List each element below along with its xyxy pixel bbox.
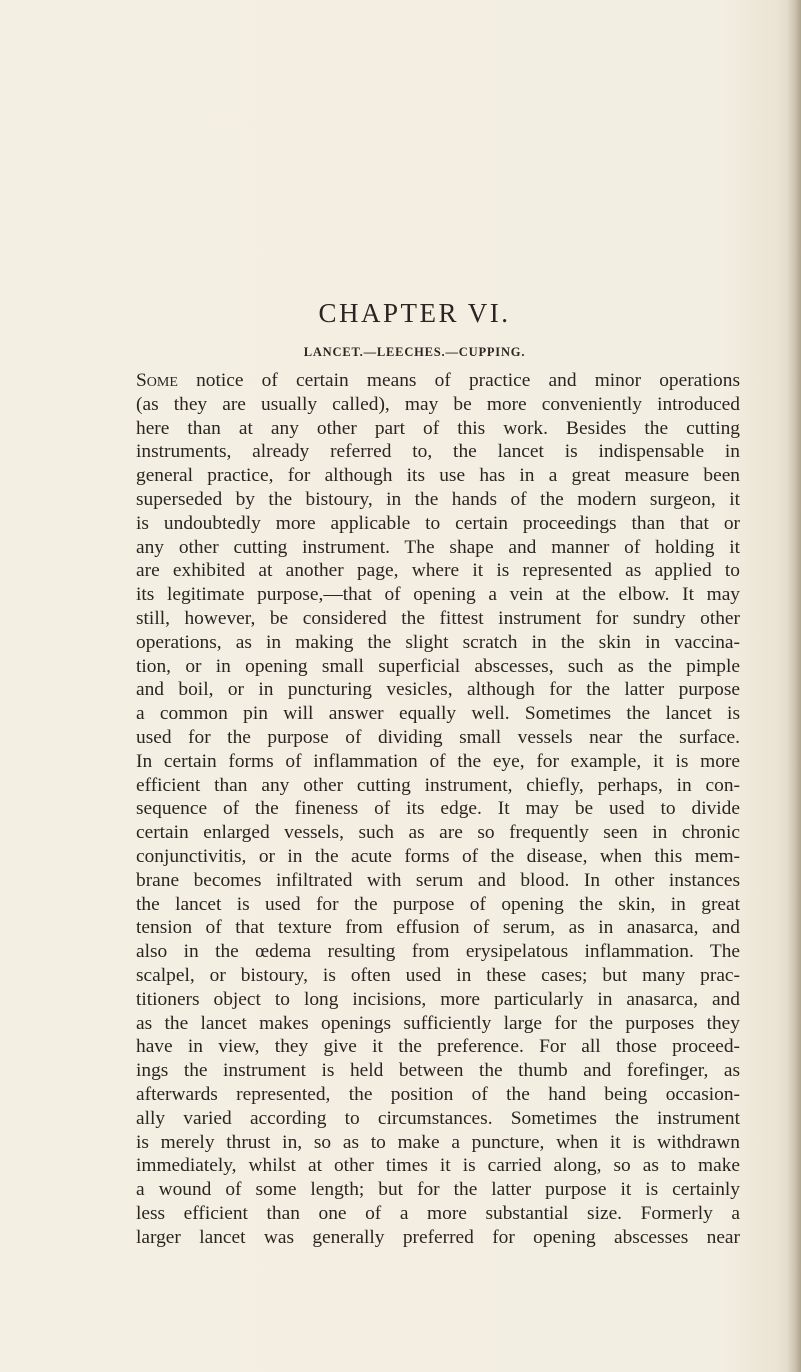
- page-edge-shadow: [787, 0, 801, 1372]
- text-line: as the lancet makes openings sufficiently large for the purposes they: [136, 1012, 740, 1034]
- text-line: instruments, already referred to, the lancet is indispensable in: [136, 441, 740, 463]
- text-line: is merely thrust in, so as to make a puncture, when it is withdrawn: [136, 1131, 740, 1153]
- text-line: are exhibited at another page, where it is represented as applied to: [136, 560, 740, 582]
- text-line: is undoubtedly more applicable to certain proceedings than that or: [136, 512, 740, 534]
- text-line: superseded by the bistoury, in the hands of the modern surgeon, it: [136, 488, 740, 510]
- chapter-subtitle: LANCET.—LEECHES.—CUPPING.: [303, 345, 526, 359]
- text-line: general practice, for although its use has in a great measure been: [136, 465, 740, 487]
- text-line: afterwards represented, the position of the hand being occasion-: [136, 1083, 740, 1105]
- text-line: efficient than any other cutting instrument, chiefly, perhaps, in con-: [136, 774, 740, 796]
- text-line: a wound of some length; but for the latter purpose it is certainly: [136, 1179, 740, 1201]
- text-line: here than at any other part of this work. Besides the cutting: [136, 417, 740, 439]
- text-line: ally varied according to circumstances. Sometimes the instrument: [136, 1107, 740, 1129]
- text-line: larger lancet was generally preferred for opening abscesses near: [136, 1226, 740, 1248]
- text-line: tion, or in opening small superficial abscesses, such as the pimple: [136, 655, 740, 677]
- text-line: titioners object to long incisions, more particularly in anasarca, and: [136, 988, 740, 1010]
- text-line: [136, 369, 740, 393]
- text-line: used for the purpose of dividing small vessels near the surface.: [136, 726, 740, 748]
- text-line: have in view, they give it the preference. For all those proceed-: [136, 1036, 740, 1058]
- chapter-title: CHAPTER VI.: [318, 298, 511, 328]
- text-line: and boil, or in puncturing vesicles, although for the latter purpose: [136, 679, 740, 701]
- text-line-content: notice of certain means of practice and minor operations: [177, 370, 740, 391]
- text-line: brane becomes infiltrated with serum and blood. In other instances: [136, 869, 740, 891]
- text-line: a common pin will answer equally well. Sometimes the lancet is: [136, 703, 740, 725]
- text-line: tension of that texture from effusion of serum, as in anasarca, and: [136, 917, 740, 939]
- text-line: (as they are usually called), may be more conveniently introduced: [136, 393, 740, 415]
- text-line: operations, as in making the slight scratch in the skin in vaccina-: [136, 631, 740, 653]
- lead-word: Some: [136, 370, 178, 391]
- text-line: sequence of the fineness of its edge. It may be used to divide: [136, 798, 740, 820]
- text-line: conjunctivitis, or in the acute forms of the disease, when this mem-: [136, 845, 740, 867]
- text-line: still, however, be considered the fittest instrument for sundry other: [136, 607, 740, 629]
- text-line: the lancet is used for the purpose of opening the skin, in great: [136, 893, 740, 915]
- chapter-body-paragraph: [136, 369, 740, 1249]
- text-line: its legitimate purpose,—that of opening a vein at the elbow. It may: [136, 584, 740, 606]
- text-line: any other cutting instrument. The shape and manner of holding it: [136, 536, 740, 558]
- text-line: In certain forms of inflammation of the eye, for example, it is more: [136, 750, 740, 772]
- text-line: also in the œdema resulting from erysipelatous inflammation. The: [136, 941, 740, 963]
- text-line: immediately, whilst at other times it is carried along, so as to make: [136, 1155, 740, 1177]
- text-line: scalpel, or bistoury, is often used in these cases; but many prac-: [136, 964, 740, 986]
- text-line: certain enlarged vessels, such as are so frequently seen in chronic: [136, 822, 740, 844]
- text-line: less efficient than one of a more substantial size. Formerly a: [136, 1202, 740, 1224]
- text-line: ings the instrument is held between the thumb and forefinger, as: [136, 1060, 740, 1082]
